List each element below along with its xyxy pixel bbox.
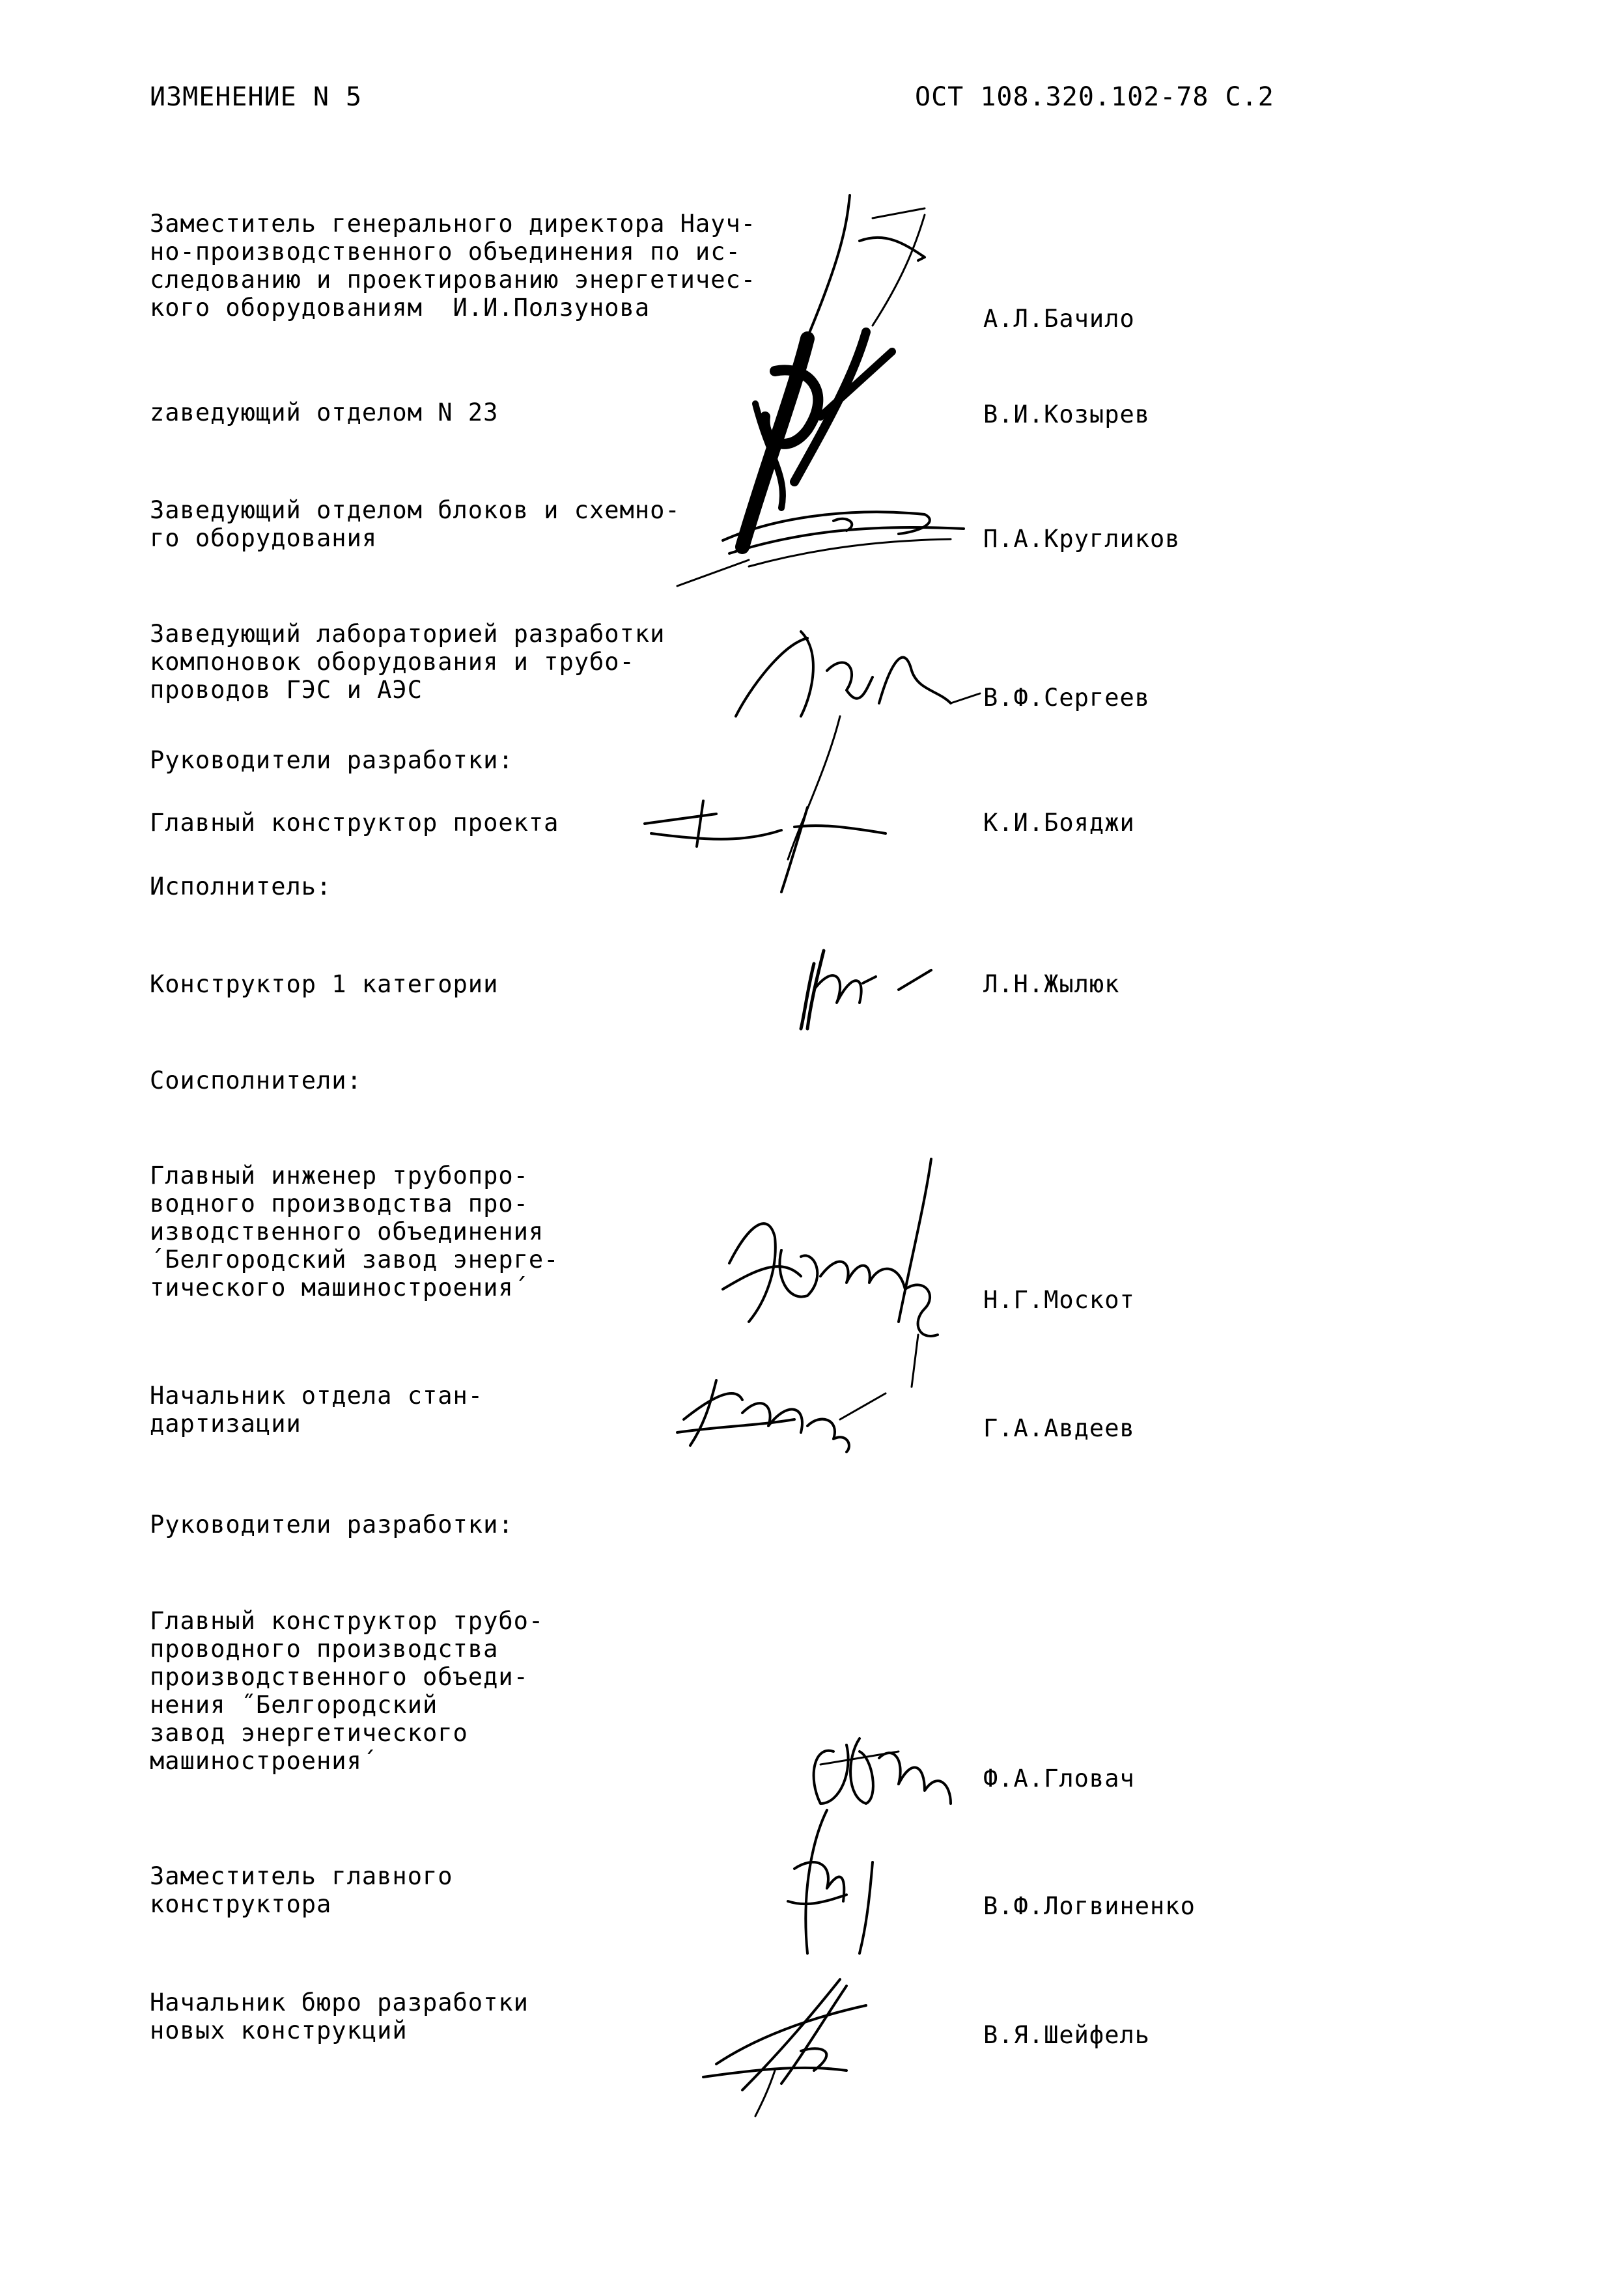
position-text: Главный инженер трубопро- водного производства про- изводственного объединения ´Белгородский завод энерге- тического машиностроения´	[150, 1162, 559, 1302]
position-text: Главный конструктор трубо- проводного производства производственного объеди- нения ˝Белгородский завод энергетического машиностроения´	[150, 1607, 544, 1775]
signature-boyadzhi	[645, 801, 886, 892]
change-number: ИЗМЕНЕНИЕ N 5	[150, 82, 363, 112]
standard-reference: ОСТ 108.320.102-78 С.2	[915, 82, 1274, 112]
section-heading: Руководители разработки:	[150, 1511, 514, 1539]
signatory-name: В.Я.Шейфель	[983, 2021, 1151, 2049]
signature-glovach	[814, 1738, 951, 1804]
signature-bachilo	[804, 195, 925, 345]
signature-logvinenko	[788, 1810, 873, 1953]
section-heading: Соисполнители:	[150, 1067, 362, 1095]
signatory-name: В.Ф.Сергеев	[983, 684, 1151, 712]
position-text: Конструктор 1 категории	[150, 970, 499, 998]
signature-sergeev	[736, 632, 980, 859]
section-heading: Руководители разработки:	[150, 746, 514, 774]
position-text: Главный конструктор проекта	[150, 809, 559, 837]
signatory-name: П.А.Кругликов	[983, 525, 1181, 553]
section-heading: Исполнитель:	[150, 872, 332, 900]
signature-moskot	[723, 1159, 938, 1387]
position-text: Начальник бюро разработки новых конструкций	[150, 1988, 529, 2044]
signatory-name: Г.А.Авдеев	[983, 1414, 1135, 1442]
position-text: Заведующий лабораторией разработки компоновок оборудования и трубо- проводов ГЭС и АЭС	[150, 620, 665, 704]
position-text: zаведующий отделом N 23	[150, 398, 499, 426]
position-text: Заведующий отделом блоков и схемно- го оборудования	[150, 496, 680, 552]
position-text: Начальник отдела стан- дартизации	[150, 1382, 484, 1438]
signature-kruglikov	[677, 512, 964, 586]
signatory-name: Ф.А.Гловач	[983, 1765, 1135, 1793]
signature-zhylyuk	[801, 951, 931, 1029]
signature-avdeev	[677, 1380, 886, 1452]
signatory-name: Н.Г.Москот	[983, 1286, 1135, 1314]
signature-sheyfel	[703, 1979, 866, 2116]
signatory-name: В.И.Козырев	[983, 400, 1151, 428]
signatory-name: К.И.Бояджи	[983, 809, 1135, 837]
position-text: Заместитель генерального директора Науч- но-производственного объединения по ис- следованию и проектированию энергетичес- кого оборудованиям И.И.Ползунова	[150, 210, 757, 322]
signatory-name: А.Л.Бачило	[983, 305, 1135, 333]
signatory-name: Л.Н.Жылюк	[983, 970, 1120, 998]
signatory-name: В.Ф.Логвиненко	[983, 1892, 1196, 1920]
position-text: Заместитель главного конструктора	[150, 1862, 453, 1918]
